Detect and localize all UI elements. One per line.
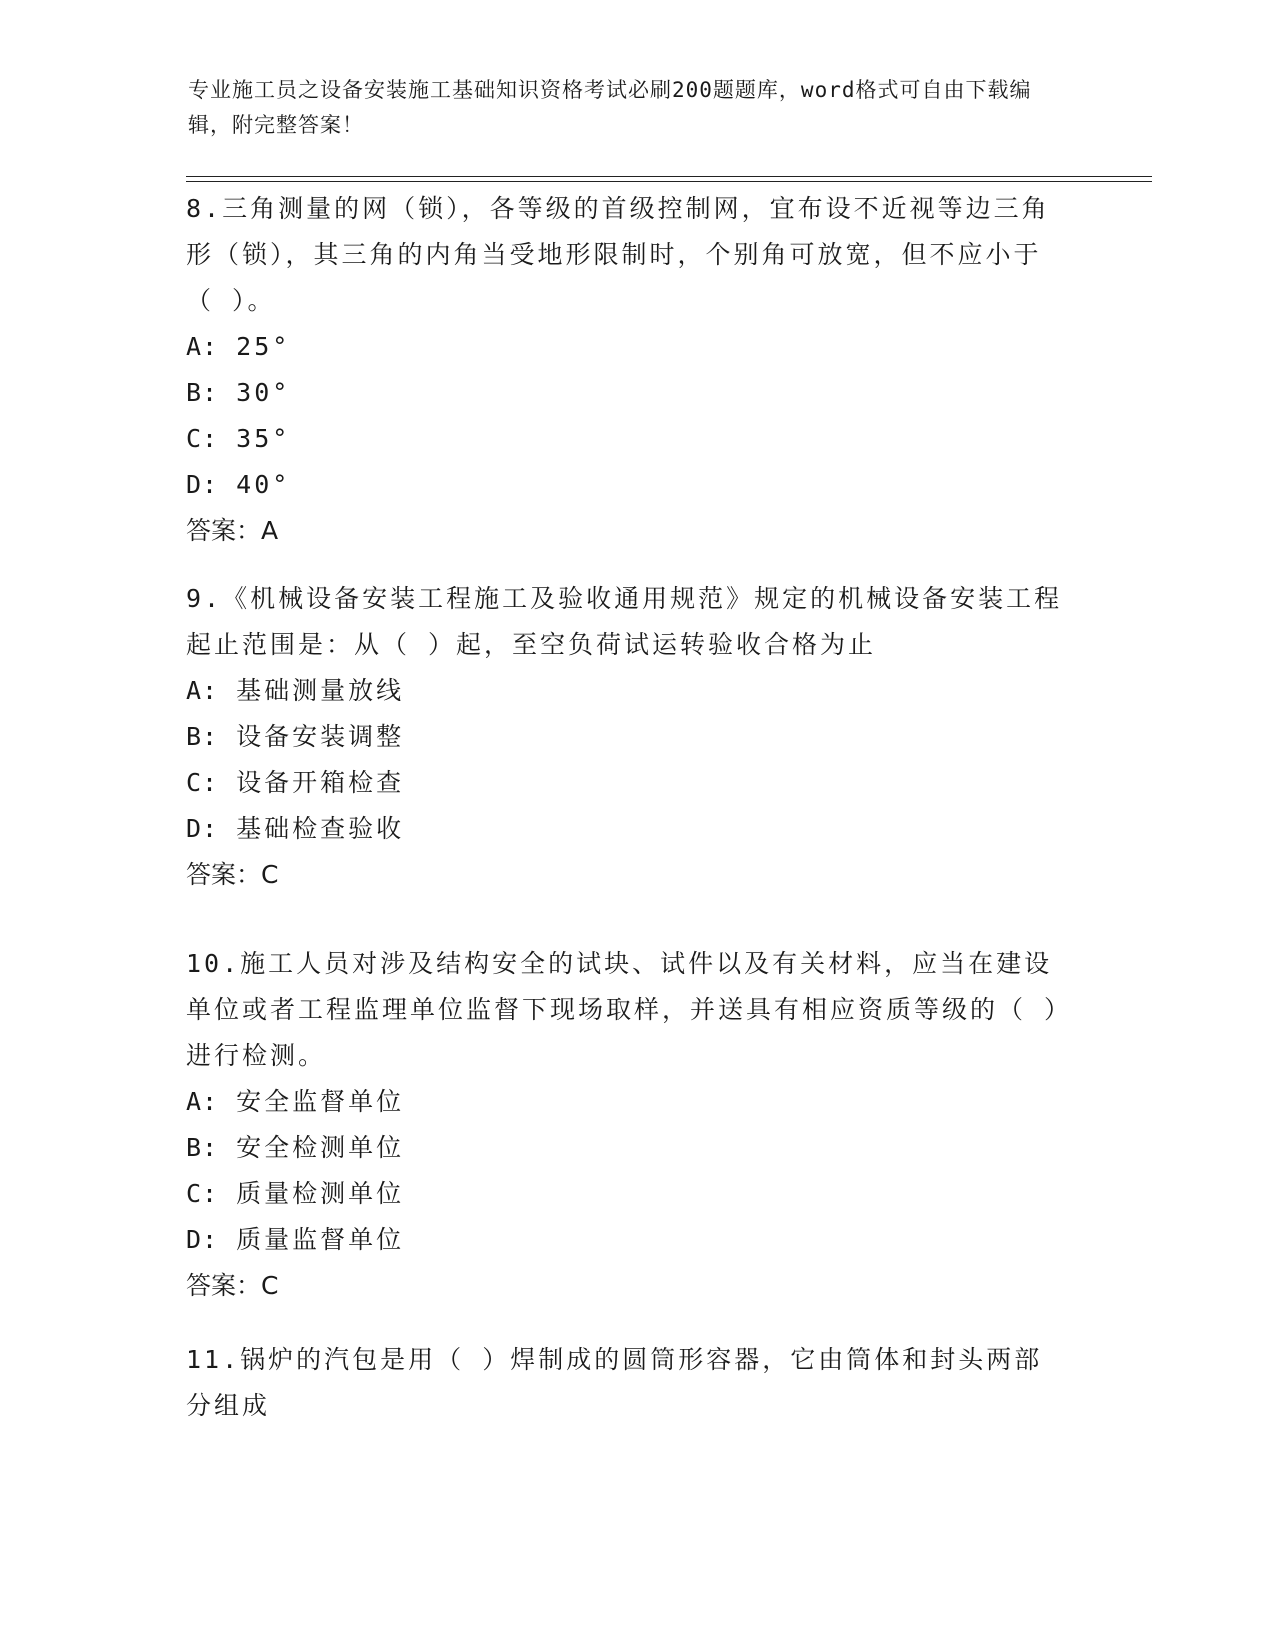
option-letter: A: — [186, 1087, 219, 1116]
header-divider-bottom — [186, 181, 1152, 182]
answer-line: 答案：C — [186, 860, 279, 889]
option-a — [186, 668, 1066, 714]
option-letter: C: — [186, 1179, 219, 1208]
question-stem: 8.三角测量的网（锁），各等级的首级控制网，宜布设不近视等边三角形（锁），其三角的内角当受地形限制时，个别角可放宽，但不应小于（ ）。 — [186, 194, 1050, 315]
question-stem: 10.施工人员对涉及结构安全的试块、试件以及有关材料，应当在建设单位或者工程监理单位监督下现场取样，并送具有相应资质等级的（ ）进行检测。 — [186, 949, 1060, 1070]
option-b — [186, 714, 1066, 760]
option-letter: A: — [186, 332, 219, 361]
option-text: 质量监督单位 — [236, 1225, 405, 1254]
option-a — [186, 324, 1066, 370]
option-text: 40° — [236, 470, 291, 499]
option-letter: D: — [186, 814, 219, 843]
option-letter: C: — [186, 424, 219, 453]
answer-line: 答案：C — [186, 1271, 279, 1300]
option-c — [186, 760, 1066, 806]
option-b — [186, 370, 1066, 416]
option-text: 安全检测单位 — [236, 1133, 405, 1162]
option-text: 质量检测单位 — [236, 1179, 405, 1208]
option-letter: C: — [186, 768, 219, 797]
option-c — [186, 1171, 1066, 1217]
answer-line: 答案：A — [186, 516, 279, 545]
option-text: 基础测量放线 — [236, 676, 405, 705]
option-text: 25° — [236, 332, 291, 361]
option-letter: B: — [186, 1133, 219, 1162]
question-8 — [186, 186, 1066, 554]
option-letter: D: — [186, 470, 219, 499]
option-letter: B: — [186, 378, 219, 407]
option-d — [186, 1217, 1066, 1263]
option-text: 设备安装调整 — [236, 722, 405, 751]
option-text: 35° — [236, 424, 291, 453]
header-divider-top — [186, 176, 1152, 177]
question-9 — [186, 576, 1066, 898]
option-text: 设备开箱检查 — [236, 768, 405, 797]
option-text: 30° — [236, 378, 291, 407]
document-header: 专业施工员之设备安装施工基础知识资格考试必刷200题题库，word格式可自由下载编辑，附完整答案！ — [188, 78, 1032, 137]
option-a — [186, 1079, 1066, 1125]
option-letter: B: — [186, 722, 219, 751]
option-b — [186, 1125, 1066, 1171]
option-d — [186, 462, 1066, 508]
option-letter: D: — [186, 1225, 219, 1254]
option-text: 安全监督单位 — [236, 1087, 405, 1116]
question-stem: 11.锅炉的汽包是用（ ）焊制成的圆筒形容器，它由筒体和封头两部分组成 — [186, 1345, 1043, 1420]
option-text: 基础检查验收 — [236, 814, 405, 843]
question-11 — [186, 1337, 1066, 1429]
question-10 — [186, 941, 1066, 1309]
option-d — [186, 806, 1066, 852]
option-letter: A: — [186, 676, 219, 705]
question-stem: 9.《机械设备安装工程施工及验收通用规范》规定的机械设备安装工程起止范围是：从（ ）起，至空负荷试运转验收合格为止 — [186, 584, 1063, 659]
option-c — [186, 416, 1066, 462]
